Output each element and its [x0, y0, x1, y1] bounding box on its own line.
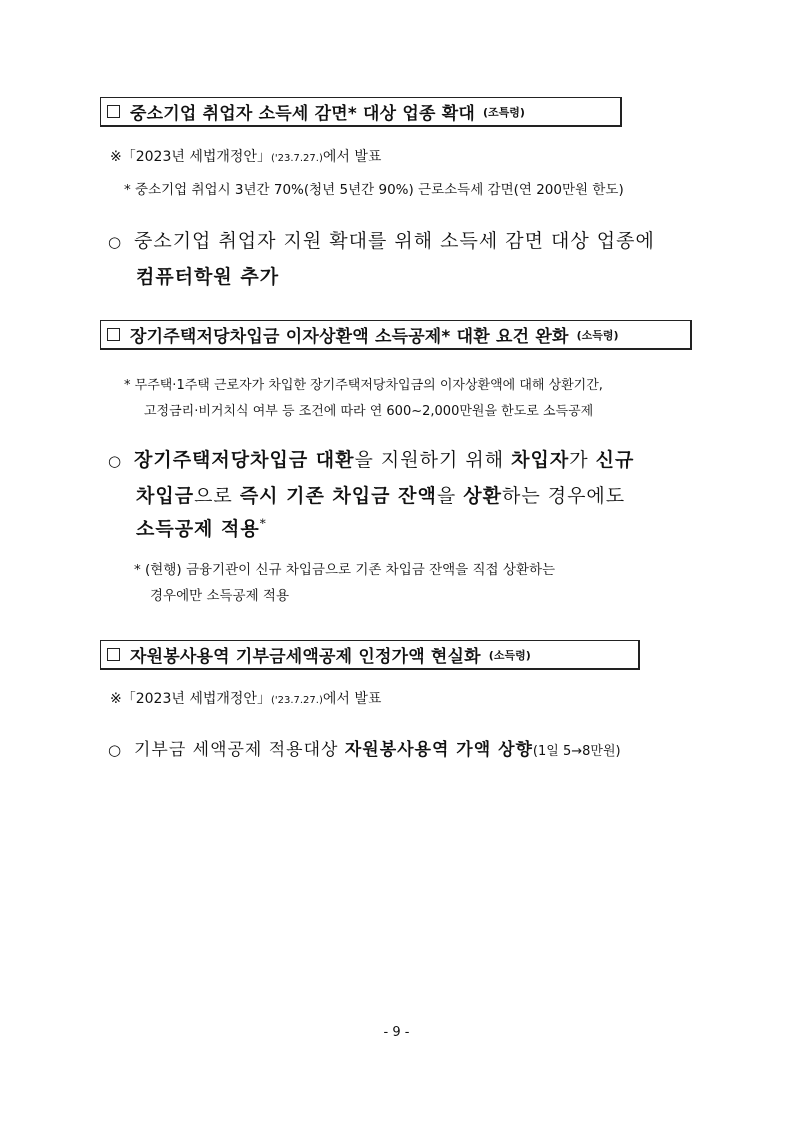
section3-bullet: ○ 기부금 세액공제 적용대상 자원봉사용역 가액 상향(1일 5→8만원) — [108, 740, 621, 760]
section2-tag: (소득령) — [576, 328, 619, 342]
section3-title: 자원봉사용역 기부금세액공제 인정가액 현실화 — [130, 647, 481, 667]
section2-subnote-1: * (현행) 금융기관이 신규 차입금으로 기존 차입금 잔액을 직접 상환하는 — [134, 562, 556, 578]
section1-footnote: * 중소기업 취업시 3년간 70%(청년 5년간 90%) 근로소득세 감면(연 200만원 한도) — [124, 182, 624, 198]
section1-tag: (조특령) — [483, 105, 525, 119]
section2-bullet-line1: ○ 장기주택저당차입금 대환을 지원하기 위해 차입자가 신규 — [108, 449, 635, 471]
section1-bullet-cont: 컴퓨터학원 추가 — [136, 266, 280, 288]
section3-tag: (소득령) — [488, 648, 531, 662]
section2-footnote-2: 고정금리·비거치식 여부 등 조건에 따라 연 600~2,000만원을 한도로 소득공제 — [144, 404, 594, 419]
section1-source: ※「2023년 세법개정안」('23.7.27.)에서 발표 — [110, 149, 382, 165]
section3-heading — [100, 640, 640, 670]
section2-bullet-line2: 차입금으로 즉시 기존 차입금 잔액을 상환하는 경우에도 — [136, 485, 626, 507]
bullet-circle-icon: ○ — [108, 452, 123, 470]
section2-subnote-2: 경우에만 소득공제 적용 — [150, 588, 289, 604]
section1-bullet: ○ 중소기업 취업자 지원 확대를 위해 소득세 감면 대상 업종에 — [108, 230, 655, 252]
section2-footnote-1: * 무주택·1주택 근로자가 차입한 장기주택저당차입금의 이자상환액에 대해 상환기간, — [124, 378, 603, 393]
section1-title: 중소기업 취업자 소득세 감면* 대상 업종 확대 — [130, 104, 475, 124]
page-number: - 9 - — [383, 1025, 410, 1040]
bullet-circle-icon: ○ — [108, 233, 123, 251]
section2-title: 장기주택저당차입금 이자상환액 소득공제* 대환 요건 완화 — [130, 327, 569, 347]
checkbox-icon — [107, 648, 120, 661]
section2-bullet-line3: 소득공제 적용* — [136, 516, 267, 540]
section2-heading — [100, 320, 692, 350]
section3-source: ※「2023년 세법개정안」('23.7.27.)에서 발표 — [110, 691, 382, 707]
section1-heading — [100, 97, 622, 127]
bullet-circle-icon: ○ — [108, 741, 123, 759]
checkbox-icon — [107, 105, 120, 118]
checkbox-icon — [107, 328, 120, 341]
